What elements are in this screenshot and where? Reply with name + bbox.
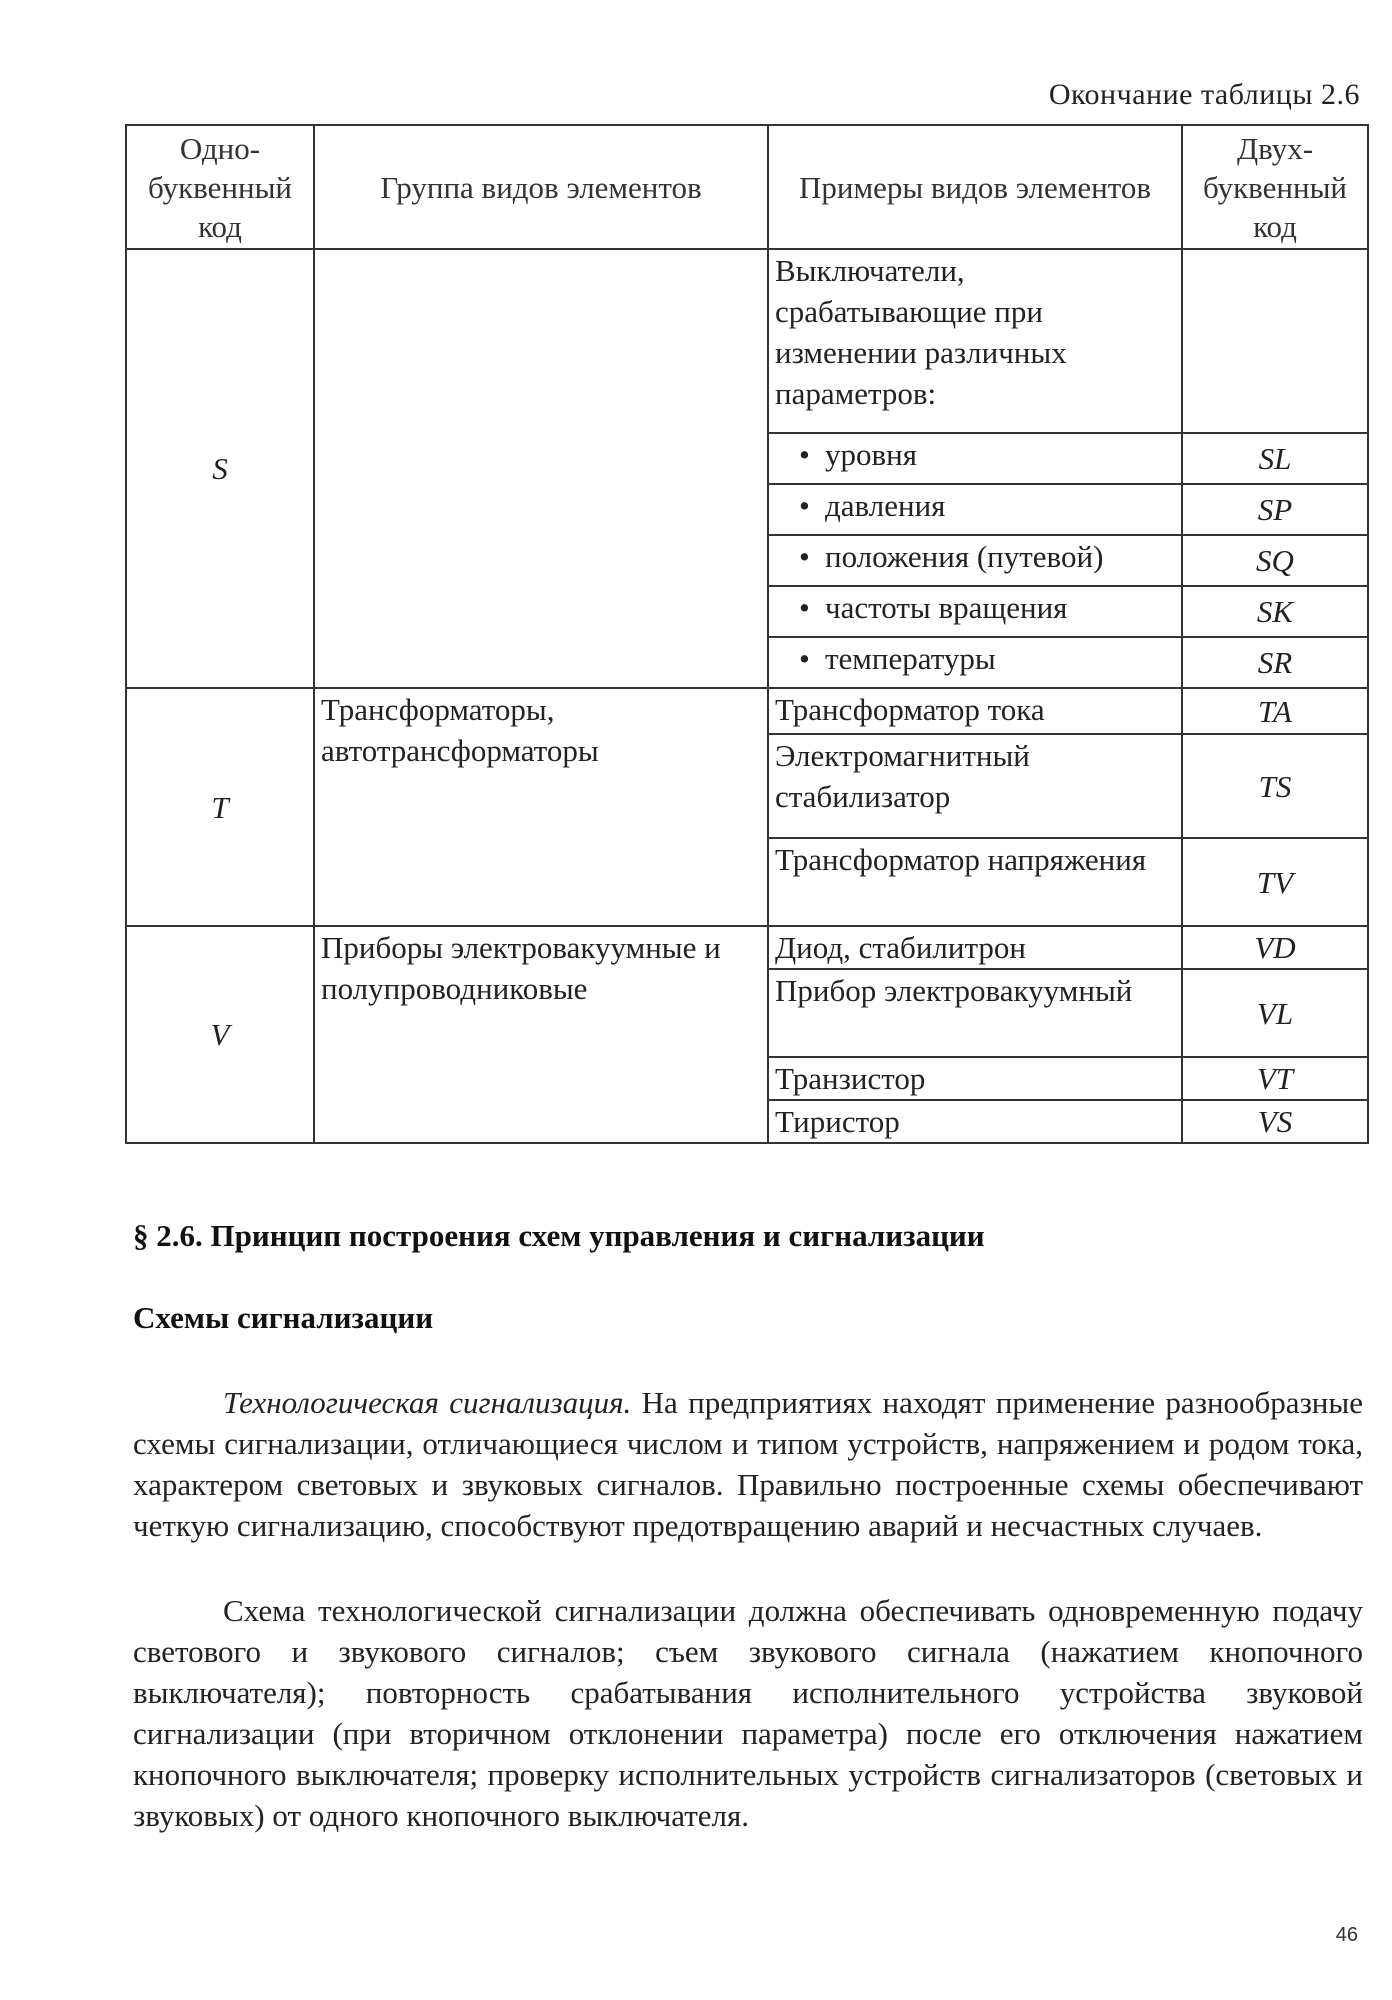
example-t-item: Электромагнитный стабилизатор [768,734,1182,838]
header-two-letter-code: Двух-буквенный код [1182,125,1368,249]
group-v: Приборы электровакуумные и полупроводниковые [314,926,768,1143]
code-vd: VD [1182,926,1368,969]
paragraph-1-lead: Технологическая сигнализация. [223,1385,632,1420]
header-element-examples: Примеры видов элементов [768,125,1182,249]
table-header-row [126,125,1368,249]
header-element-group: Группа видов элементов [314,125,768,249]
code-ts: TS [1182,734,1368,838]
example-s-item: • положения (путевой) [768,535,1182,586]
subsection-title: Схемы сигнализации [133,1300,434,1335]
bullet-icon: • [799,590,810,625]
example-t-item: Трансформатор тока [768,688,1182,734]
paragraph-1-text: На предприятиях находят применение разнообразные схемы сигнализации, отличающиеся числом и типом устройств, напряжением и родом тока, характером световых и звуковых сигналов. Правильно построенные схемы обеспечивают четкую сигнализацию, способствуют предотвращению аварий и несчастных случаев. [133,1385,1363,1543]
code-sl: SL [1182,433,1368,484]
bullet-icon: • [799,488,810,523]
example-v-item: Транзистор [768,1057,1182,1100]
page-number: 46 [1335,1924,1358,1946]
example-v-item: Диод, стабилитрон [768,926,1182,969]
example-t-item: Трансформатор напряжения [768,838,1182,926]
element-codes-table [125,124,1369,1144]
code-t: T [126,688,314,926]
example-s-item: • температуры [768,637,1182,688]
table-row [126,249,1368,433]
code-sp: SP [1182,484,1368,535]
code-ta: TA [1182,688,1368,734]
example-s-item: • уровня [768,433,1182,484]
example-v-item: Тиристор [768,1100,1182,1143]
group-t: Трансформаторы, автотрансформаторы [314,688,768,926]
code-s-intro [1182,249,1368,433]
code-vl: VL [1182,969,1368,1057]
code-sq: SQ [1182,535,1368,586]
section-title: § 2.6. Принцип построения схем управления и сигнализации [133,1218,985,1253]
header-single-letter-code: Одно-буквенный код [126,125,314,249]
paragraph-1 [133,1382,1363,1546]
code-vt: VT [1182,1057,1368,1100]
paragraph-2: Схема технологической сигнализации должна обеспечивать одновременную подачу светового и звукового сигналов; съем звукового сигнала (нажатием кнопочного выключателя); повторность срабатывания исполнительного устройства звуковой сигнализации (при вторичном отклонении параметра) после его отключения нажатием кнопочного выключателя; проверку исполнительных устройств сигнализаторов (световых и звуковых) от одного кнопочного выключателя. [133,1593,1363,1833]
table-row [126,926,1368,969]
table-row [126,688,1368,734]
example-s-intro: Выключатели, срабатывающие при изменении различных параметров: [768,249,1182,433]
example-s-item: • частоты вращения [768,586,1182,637]
table-caption: Окончание таблицы 2.6 [1048,78,1360,111]
example-v-item: Прибор электровакуумный [768,969,1182,1057]
bullet-icon: • [799,641,810,676]
example-s-item: • давления [768,484,1182,535]
bullet-icon: • [799,437,810,472]
code-v: V [126,926,314,1143]
code-vs: VS [1182,1100,1368,1143]
bullet-icon: • [799,539,810,574]
group-s-cell [314,249,768,688]
code-sk: SK [1182,586,1368,637]
code-sr: SR [1182,637,1368,688]
code-tv: TV [1182,838,1368,926]
code-s: S [126,249,314,688]
